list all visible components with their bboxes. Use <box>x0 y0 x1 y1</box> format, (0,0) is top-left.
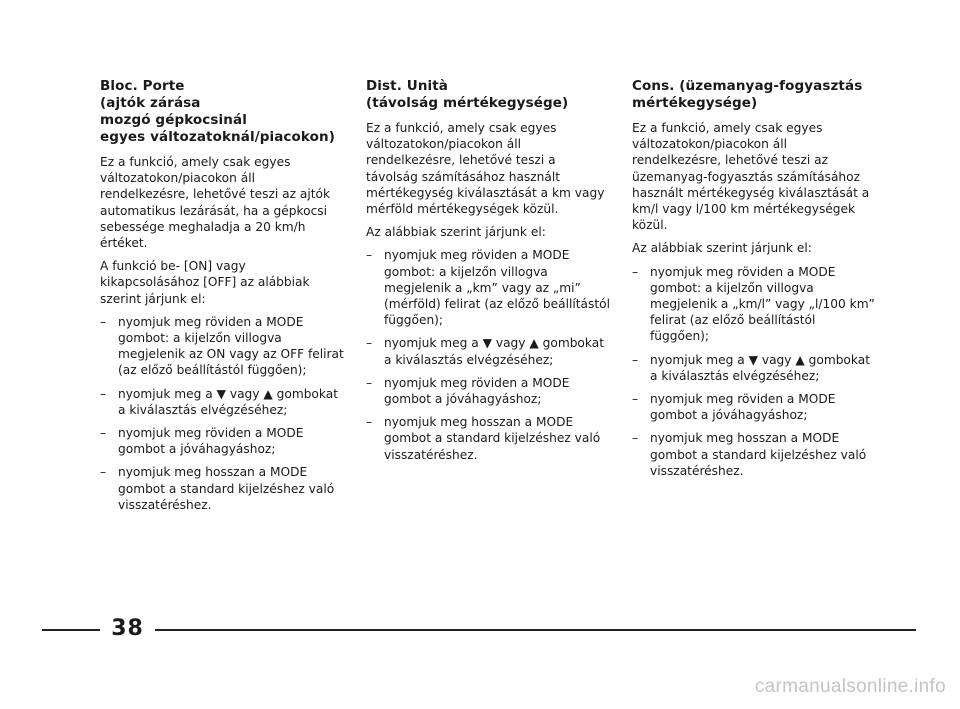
list-item <box>632 352 877 384</box>
list-item-text: nyomjuk meg röviden a MODE gombot: a kijelzőn villogva megjelenik a „km” vagy az „mi” (mérföld) felirat (az előző beállítástól függően); <box>384 248 610 328</box>
list-item <box>632 430 877 479</box>
list-dash: – <box>366 415 373 430</box>
list-item-text: nyomjuk meg a ▼ vagy ▲ gombokat a kiválasztás elvégzéséhez; <box>384 336 604 367</box>
list-item <box>366 247 611 328</box>
list-dash: – <box>632 431 639 446</box>
list-dash: – <box>632 352 639 367</box>
steps-list <box>366 247 611 462</box>
list-dash: – <box>100 386 107 401</box>
list-item <box>366 414 611 463</box>
list-item-text: nyomjuk meg a ▼ vagy ▲ gombokat a kiválasztás elvégzéséhez; <box>650 352 870 383</box>
list-item <box>632 264 877 345</box>
column-cons <box>632 78 877 486</box>
list-item <box>632 391 877 423</box>
list-dash: – <box>100 426 107 441</box>
list-item <box>366 335 611 367</box>
list-item-text: nyomjuk meg hosszan a MODE gombot a standard kijelzéshez való visszatéréshez. <box>384 415 601 462</box>
list-item-text: nyomjuk meg röviden a MODE gombot a jóváhagyáshoz; <box>118 426 304 457</box>
list-dash: – <box>632 264 639 279</box>
list-dash: – <box>632 392 639 407</box>
list-item-text: nyomjuk meg a ▼ vagy ▲ gombokat a kiválasztás elvégzéséhez; <box>118 386 338 417</box>
steps-list <box>100 314 345 513</box>
list-item-text: nyomjuk meg röviden a MODE gombot: a kijelzőn villogva megjelenik az ON vagy az OFF felirat (az előző beállítástól függően); <box>118 314 344 378</box>
footer-rule-right <box>155 629 916 631</box>
paragraph: Ez a funkció, amely csak egyes változatokon/piacokon áll rendelkezésre, lehetővé teszi az ajtók automatikus lezárását, ha a gépkocsi sebessége meghaladja a 20 km/h értéket. <box>100 155 331 251</box>
paragraph: Az alábbiak szerint járjunk el: <box>366 225 546 240</box>
list-item-text: nyomjuk meg hosszan a MODE gombot a standard kijelzéshez való visszatéréshez. <box>650 431 867 478</box>
list-item-text: nyomjuk meg hosszan a MODE gombot a standard kijelzéshez való visszatéréshez. <box>118 465 335 512</box>
list-dash: – <box>366 248 373 263</box>
list-item <box>100 314 345 379</box>
paragraph: Az alábbiak szerint járjunk el: <box>632 241 812 256</box>
paragraph: A funkció be- [ON] vagy kikapcsolásához [OFF] az alábbiak szerint járjunk el: <box>100 259 310 306</box>
list-item-text: nyomjuk meg röviden a MODE gombot: a kijelzőn villogva megjelenik a „km/l” vagy „l/100 km” felirat (az előző beállítástól függően); <box>650 264 875 344</box>
section-heading: Bloc. Porte (ajtók zárása mozgó gépkocsinál egyes változatoknál/piacokon) <box>100 78 335 145</box>
paragraph: Ez a funkció, amely csak egyes változatokon/piacokon áll rendelkezésre, lehetővé teszi a távolság számításához használt mértékegység kiválasztását a km vagy mérföld mértékegységek közül. <box>366 121 605 217</box>
list-dash: – <box>366 375 373 390</box>
column-dist-unita <box>366 78 611 470</box>
paragraph: Ez a funkció, amely csak egyes változatokon/piacokon áll rendelkezésre, lehetővé teszi az üzemanyag-fogyasztás számításához használt mértékegység kiválasztását a km/l vagy l/100 km mértékegységek közül. <box>632 121 870 233</box>
section-heading: Cons. (üzemanyag-fogyasztás mértékegysége) <box>632 78 863 111</box>
list-dash: – <box>100 314 107 329</box>
list-item <box>100 425 345 457</box>
list-item <box>100 386 345 418</box>
steps-list <box>632 264 877 479</box>
column-bloc-porte <box>100 78 345 520</box>
section-heading: Dist. Unità (távolság mértékegysége) <box>366 78 569 111</box>
footer-rule-left <box>42 629 100 631</box>
list-item <box>100 464 345 513</box>
watermark: carmanualsonline.info <box>754 676 946 697</box>
list-item-text: nyomjuk meg röviden a MODE gombot a jóváhagyáshoz; <box>650 392 836 423</box>
list-item-text: nyomjuk meg röviden a MODE gombot a jóváhagyáshoz; <box>384 375 570 407</box>
list-item <box>366 375 611 407</box>
page-number: 38 <box>111 616 144 641</box>
list-dash: – <box>366 336 373 351</box>
list-dash: – <box>100 465 107 480</box>
